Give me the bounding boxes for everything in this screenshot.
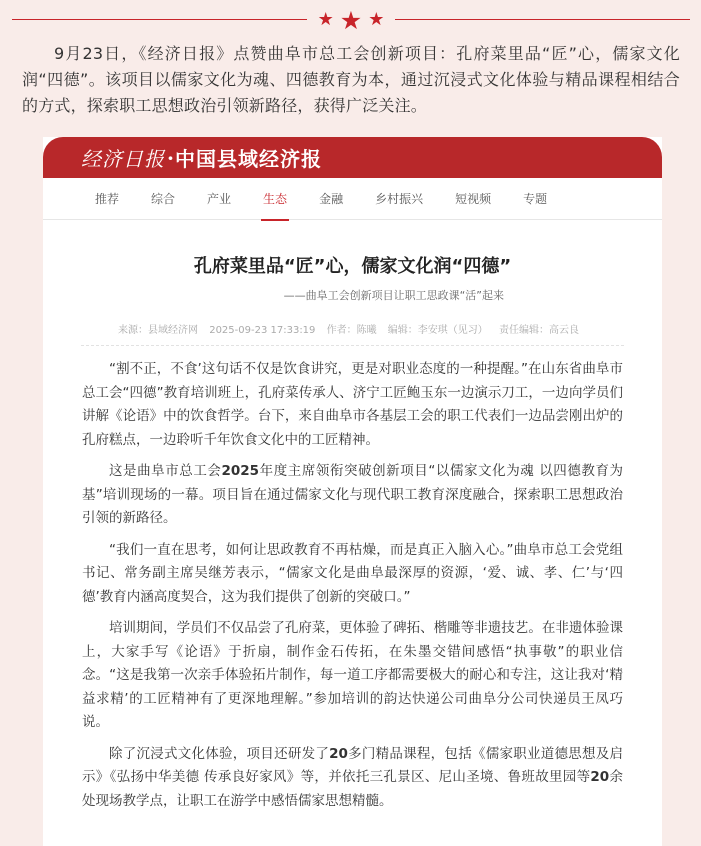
masthead-brand: 经济日报 <box>81 147 165 171</box>
article-subtitle: ——曲阜工会创新项目让职工思政课“活”起来 <box>283 289 504 302</box>
article-screenshot-card <box>43 137 662 846</box>
nav-tab-general[interactable]: 综合 <box>151 192 176 206</box>
nav-bar <box>43 178 662 220</box>
article-meta <box>81 321 624 346</box>
body-paragraph: “我们一直在思考，如何让思政教育不再枯燥，而是真正入脑入心。”曲阜市总工会党组书记、常务副主席吴继芳表示，“儒家文化是曲阜最深厚的资源，‘爱、诚、孝、仁’与‘四德’教育内涵高度契合，这为我们提供了创新的突破口。” <box>82 541 623 605</box>
meta-source: 来源：县域经济网 <box>118 325 199 336</box>
divider-left <box>12 19 307 20</box>
nav-tab-rural[interactable]: 乡村振兴 <box>375 192 424 206</box>
body-paragraph: “割不正，不食’这句话不仅是饮食讲究，更是对职业态度的一种提醒。”在山东省曲阜市总工会“四德”教育培训班上，孔府菜传承人、济宁工匠鲍玉东一边演示刀工，一边向学员们讲解《论语》中的饮食哲学。台下，来自曲阜市各基层工会的职工代表们一边品尝刚出炉的孔府糕点，一边聆听千年饮食文化中的工匠精神。 <box>82 361 623 448</box>
star-icon: ★ <box>317 9 334 30</box>
star-icon: ★ <box>339 5 363 35</box>
article-title: 孔府菜里品“匠”心，儒家文化润“四德” <box>193 256 512 277</box>
article-body <box>43 346 662 813</box>
meta-editor: 编辑：李安琪（见习） <box>387 325 488 336</box>
masthead-title: 中国县域经济报 <box>174 147 322 171</box>
meta-author: 作者：陈曦 <box>326 325 377 336</box>
body-paragraph: 培训期间，学员们不仅品尝了孔府菜，更体验了碑拓、楷雕等非遗技艺。在非遗体验课上，大家手写《论语》于折扇，制作金石传拓，在朱墨交错间感悟“执事敬”的职业信念。“这是我第一次亲手体验拓片制作，每一道工序都需要极大的耐心和专注，这让我对‘精益求精’的工匠精神有了更深地理解。”参加培训的韵达快递公司曲阜分公司快递员王凤巧说。 <box>82 620 623 730</box>
masthead <box>43 137 662 178</box>
star-icon: ★ <box>368 9 385 30</box>
intro-paragraph: 9月23日，《经济日报》点赞曲阜市总工会创新项目：孔府菜里品“匠”心，儒家文化润“四德”。该项目以儒家文化为魂、四德教育为本，通过沉浸式文化体验与精品课程相结合的方式，探索职工思想政治引领新路径，获得广泛关注。 <box>22 44 680 115</box>
nav-tab-special[interactable]: 专题 <box>523 192 548 206</box>
nav-tab-recommend[interactable]: 推荐 <box>95 192 120 206</box>
nav-tab-ecology[interactable]: 生态 <box>263 178 287 220</box>
stars-ornament <box>310 6 392 34</box>
nav-tab-video[interactable]: 短视频 <box>455 192 492 206</box>
divider-right <box>395 19 690 20</box>
nav-tab-finance[interactable]: 金融 <box>319 192 344 206</box>
body-paragraph: 这是曲阜市总工会2025年度主席领衔突破创新项目“以儒家文化为魂 以四德教育为基”培训现场的一幕。项目旨在通过儒家文化与现代职工教育深度融合，探索职工思想政治引领的新路径。 <box>82 463 624 526</box>
meta-datetime: 2025-09-23 17:33:19 <box>209 325 316 336</box>
meta-chief-editor: 责任编辑：高云良 <box>498 325 579 336</box>
nav-tab-industry[interactable]: 产业 <box>207 192 232 206</box>
masthead-dot: · <box>167 145 175 170</box>
body-paragraph: 除了沉浸式文化体验，项目还研发了20多门精品课程，包括《儒家职业道德思想及启示》《弘扬中华美德 传承良好家风》等，并依托三孔景区、尼山圣境、鲁班故里园等20余处现场教学点，让职工在游学中感悟儒家思想精髓。 <box>82 745 624 809</box>
